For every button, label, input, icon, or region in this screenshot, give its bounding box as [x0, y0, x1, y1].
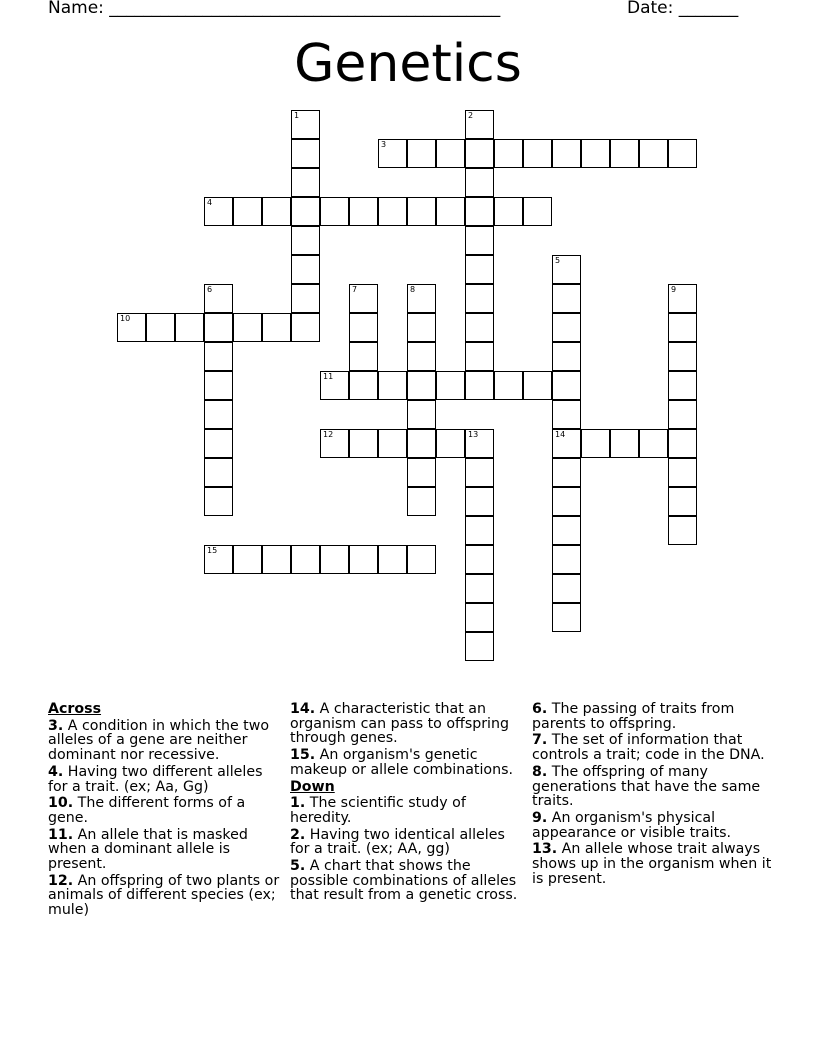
- grid-cell[interactable]: [262, 313, 291, 342]
- grid-cell[interactable]: [349, 313, 378, 342]
- grid-cell[interactable]: [407, 400, 436, 429]
- grid-cell[interactable]: [291, 313, 320, 342]
- grid-cell[interactable]: [465, 284, 494, 313]
- clue-text: The passing of traits from parents to offspring.: [532, 701, 735, 732]
- clue-across-4: [48, 765, 284, 794]
- grid-cell[interactable]: [349, 342, 378, 371]
- clue-across-12: [48, 874, 284, 918]
- grid-cell[interactable]: [349, 545, 378, 574]
- grid-cell[interactable]: [204, 400, 233, 429]
- clue-number: 7.: [532, 732, 548, 749]
- clue-text: A condition in which the two alleles of a gene are neither dominant nor recessive.: [48, 717, 270, 764]
- clue-number: 6.: [532, 701, 548, 717]
- grid-cell[interactable]: [465, 197, 494, 226]
- grid-cell[interactable]: [291, 139, 320, 168]
- across-heading: Across: [48, 701, 102, 717]
- clue-text: An organism's genetic makeup or allele combinations.: [290, 747, 513, 778]
- grid-cell[interactable]: [465, 110, 494, 139]
- grid-cell[interactable]: [320, 371, 349, 400]
- grid-cell[interactable]: [204, 487, 233, 516]
- clue-text: The offspring of many generations that have the same traits.: [532, 763, 761, 810]
- puzzle-title: Genetics: [294, 34, 522, 94]
- clue-across-11: [48, 828, 284, 872]
- cell-number: 2: [468, 111, 474, 120]
- grid-cell[interactable]: [291, 226, 320, 255]
- grid-cell[interactable]: [407, 371, 436, 400]
- clue-down-13: [532, 842, 772, 886]
- grid-cell[interactable]: [668, 487, 697, 516]
- cell-number: 15: [207, 546, 218, 555]
- grid-cell[interactable]: [668, 516, 697, 545]
- grid-cell[interactable]: [233, 313, 262, 342]
- clue-across-3: [48, 719, 284, 763]
- grid-cell[interactable]: [320, 545, 349, 574]
- clue-across-14: [290, 702, 526, 746]
- grid-cell[interactable]: [291, 545, 320, 574]
- cell-number: 1: [294, 111, 300, 120]
- grid-cell[interactable]: [552, 313, 581, 342]
- clue-text: An allele whose trait always shows up in the organism when it is present.: [532, 841, 772, 887]
- grid-cell[interactable]: [436, 139, 465, 168]
- grid-cell[interactable]: [407, 429, 436, 458]
- grid-cell[interactable]: [639, 139, 668, 168]
- down-heading: Down: [290, 778, 335, 795]
- grid-cell[interactable]: [465, 632, 494, 661]
- grid-cell[interactable]: [552, 574, 581, 603]
- clue-down-6: [532, 702, 772, 731]
- grid-cell[interactable]: [436, 429, 465, 458]
- grid-cell[interactable]: [639, 429, 668, 458]
- grid-cell[interactable]: [204, 197, 233, 226]
- clue-number: 9.: [532, 809, 548, 826]
- grid-cell[interactable]: [465, 139, 494, 168]
- grid-cell[interactable]: [175, 313, 204, 342]
- cell-number: 3: [381, 140, 387, 149]
- grid-cell[interactable]: [320, 429, 349, 458]
- clue-down-7: [532, 733, 772, 762]
- grid-cell[interactable]: [407, 197, 436, 226]
- grid-cell[interactable]: [146, 313, 175, 342]
- clue-text: An offspring of two plants or animals of different species (ex; mule): [48, 872, 280, 919]
- grid-cell[interactable]: [320, 197, 349, 226]
- grid-cell[interactable]: [204, 284, 233, 313]
- clue-text: Having two identical alleles for a trait. (ex; AA, gg): [290, 826, 505, 858]
- grid-cell[interactable]: [378, 139, 407, 168]
- cell-number: 4: [207, 198, 213, 207]
- grid-cell[interactable]: [494, 197, 523, 226]
- grid-cell[interactable]: [349, 371, 378, 400]
- grid-cell[interactable]: [349, 197, 378, 226]
- clue-text: The different forms of a gene.: [48, 795, 246, 826]
- grid-cell[interactable]: [523, 197, 552, 226]
- clue-across-15: [290, 748, 526, 777]
- grid-cell[interactable]: [610, 429, 639, 458]
- grid-cell[interactable]: [552, 284, 581, 313]
- grid-cell[interactable]: [465, 313, 494, 342]
- clue-text: A chart that shows the possible combinations of alleles that result from a genetic cross.: [290, 858, 518, 904]
- grid-cell[interactable]: [407, 545, 436, 574]
- grid-cell[interactable]: [465, 458, 494, 487]
- cell-number: 13: [468, 430, 479, 439]
- grid-cell[interactable]: [117, 313, 146, 342]
- grid-cell[interactable]: [465, 487, 494, 516]
- clues-column-2: [290, 702, 526, 905]
- clue-down-8: [532, 765, 772, 809]
- cell-number: 14: [555, 430, 566, 439]
- grid-cell[interactable]: [465, 342, 494, 371]
- grid-cell[interactable]: [668, 313, 697, 342]
- clue-number: 13.: [532, 841, 558, 858]
- grid-cell[interactable]: [465, 168, 494, 197]
- grid-cell[interactable]: [407, 284, 436, 313]
- grid-cell[interactable]: [204, 545, 233, 574]
- clue-number: 8.: [532, 763, 548, 780]
- grid-cell[interactable]: [204, 371, 233, 400]
- clue-text: An organism's physical appearance or visible traits.: [532, 809, 732, 841]
- cell-number: 10: [120, 314, 131, 323]
- grid-cell[interactable]: [668, 371, 697, 400]
- cell-number: 7: [352, 285, 358, 294]
- cell-number: 12: [323, 430, 334, 439]
- grid-cell[interactable]: [465, 429, 494, 458]
- date-field-label: Date: _______: [627, 0, 739, 18]
- grid-cell[interactable]: [436, 197, 465, 226]
- grid-cell[interactable]: [291, 168, 320, 197]
- clue-number: 3.: [48, 717, 64, 734]
- grid-cell[interactable]: [378, 545, 407, 574]
- grid-cell[interactable]: [552, 400, 581, 429]
- grid-cell[interactable]: [465, 226, 494, 255]
- clue-text: Having two different alleles for a trait. (ex; Aa, Gg): [48, 763, 263, 795]
- cell-number: 5: [555, 256, 561, 265]
- grid-cell[interactable]: [465, 255, 494, 284]
- grid-cell[interactable]: [378, 429, 407, 458]
- grid-cell[interactable]: [552, 429, 581, 458]
- grid-cell[interactable]: [291, 197, 320, 226]
- grid-cell[interactable]: [668, 400, 697, 429]
- grid-cell[interactable]: [378, 371, 407, 400]
- cell-number: 11: [323, 372, 334, 381]
- clue-down-2: [290, 828, 526, 857]
- grid-cell[interactable]: [581, 429, 610, 458]
- clues-column-1: [48, 702, 284, 920]
- clue-number: 11.: [48, 826, 74, 843]
- grid-cell[interactable]: [465, 545, 494, 574]
- grid-cell[interactable]: [233, 545, 262, 574]
- clue-text: A characteristic that an organism can pass to offspring through genes.: [290, 701, 509, 747]
- grid-cell[interactable]: [233, 197, 262, 226]
- grid-cell[interactable]: [494, 139, 523, 168]
- clues-column-3: [532, 702, 772, 888]
- grid-cell[interactable]: [668, 429, 697, 458]
- clue-number: 12.: [48, 872, 74, 889]
- grid-cell[interactable]: [552, 516, 581, 545]
- grid-cell[interactable]: [407, 139, 436, 168]
- clue-text: The scientific study of heredity.: [290, 795, 466, 826]
- clue-number: 1.: [290, 795, 306, 812]
- clue-across-10: [48, 796, 284, 825]
- cell-number: 8: [410, 285, 416, 294]
- clue-number: 2.: [290, 826, 306, 843]
- cell-number: 9: [671, 285, 677, 294]
- grid-cell[interactable]: [552, 342, 581, 371]
- grid-cell[interactable]: [436, 371, 465, 400]
- clue-down-9: [532, 811, 772, 840]
- grid-cell[interactable]: [552, 487, 581, 516]
- clue-text: The set of information that controls a trait; code in the DNA.: [532, 732, 765, 764]
- cell-number: 6: [207, 285, 213, 294]
- grid-cell[interactable]: [291, 284, 320, 313]
- clue-number: 10.: [48, 795, 74, 812]
- grid-cell[interactable]: [378, 197, 407, 226]
- grid-cell[interactable]: [204, 458, 233, 487]
- grid-cell[interactable]: [494, 371, 523, 400]
- grid-cell[interactable]: [581, 139, 610, 168]
- clue-number: 5.: [290, 858, 306, 875]
- clue-number: 15.: [290, 747, 316, 764]
- grid-cell[interactable]: [465, 371, 494, 400]
- clue-text: An allele that is masked when a dominant allele is present.: [48, 826, 248, 873]
- grid-cell[interactable]: [465, 516, 494, 545]
- grid-cell[interactable]: [552, 545, 581, 574]
- grid-cell[interactable]: [523, 139, 552, 168]
- grid-cell[interactable]: [465, 603, 494, 632]
- grid-cell[interactable]: [407, 487, 436, 516]
- grid-cell[interactable]: [523, 371, 552, 400]
- clue-down-5: [290, 859, 526, 903]
- grid-cell[interactable]: [349, 429, 378, 458]
- grid-cell[interactable]: [552, 458, 581, 487]
- clue-number: 4.: [48, 763, 64, 780]
- grid-cell[interactable]: [262, 545, 291, 574]
- grid-cell[interactable]: [204, 313, 233, 342]
- clue-down-1: [290, 796, 526, 825]
- grid-cell[interactable]: [262, 197, 291, 226]
- grid-cell[interactable]: [407, 313, 436, 342]
- grid-cell[interactable]: [668, 139, 697, 168]
- grid-cell[interactable]: [610, 139, 639, 168]
- grid-cell[interactable]: [407, 342, 436, 371]
- grid-cell[interactable]: [668, 284, 697, 313]
- grid-cell[interactable]: [204, 429, 233, 458]
- clue-number: 14.: [290, 701, 316, 717]
- grid-cell[interactable]: [204, 342, 233, 371]
- grid-cell[interactable]: [552, 371, 581, 400]
- grid-cell[interactable]: [349, 284, 378, 313]
- grid-cell[interactable]: [668, 342, 697, 371]
- grid-cell[interactable]: [465, 574, 494, 603]
- grid-cell[interactable]: [552, 139, 581, 168]
- grid-cell[interactable]: [552, 255, 581, 284]
- name-field-label: Name: ______________________________________________: [48, 0, 501, 18]
- grid-cell[interactable]: [291, 110, 320, 139]
- grid-cell[interactable]: [552, 603, 581, 632]
- grid-cell[interactable]: [407, 458, 436, 487]
- grid-cell[interactable]: [668, 458, 697, 487]
- grid-cell[interactable]: [291, 255, 320, 284]
